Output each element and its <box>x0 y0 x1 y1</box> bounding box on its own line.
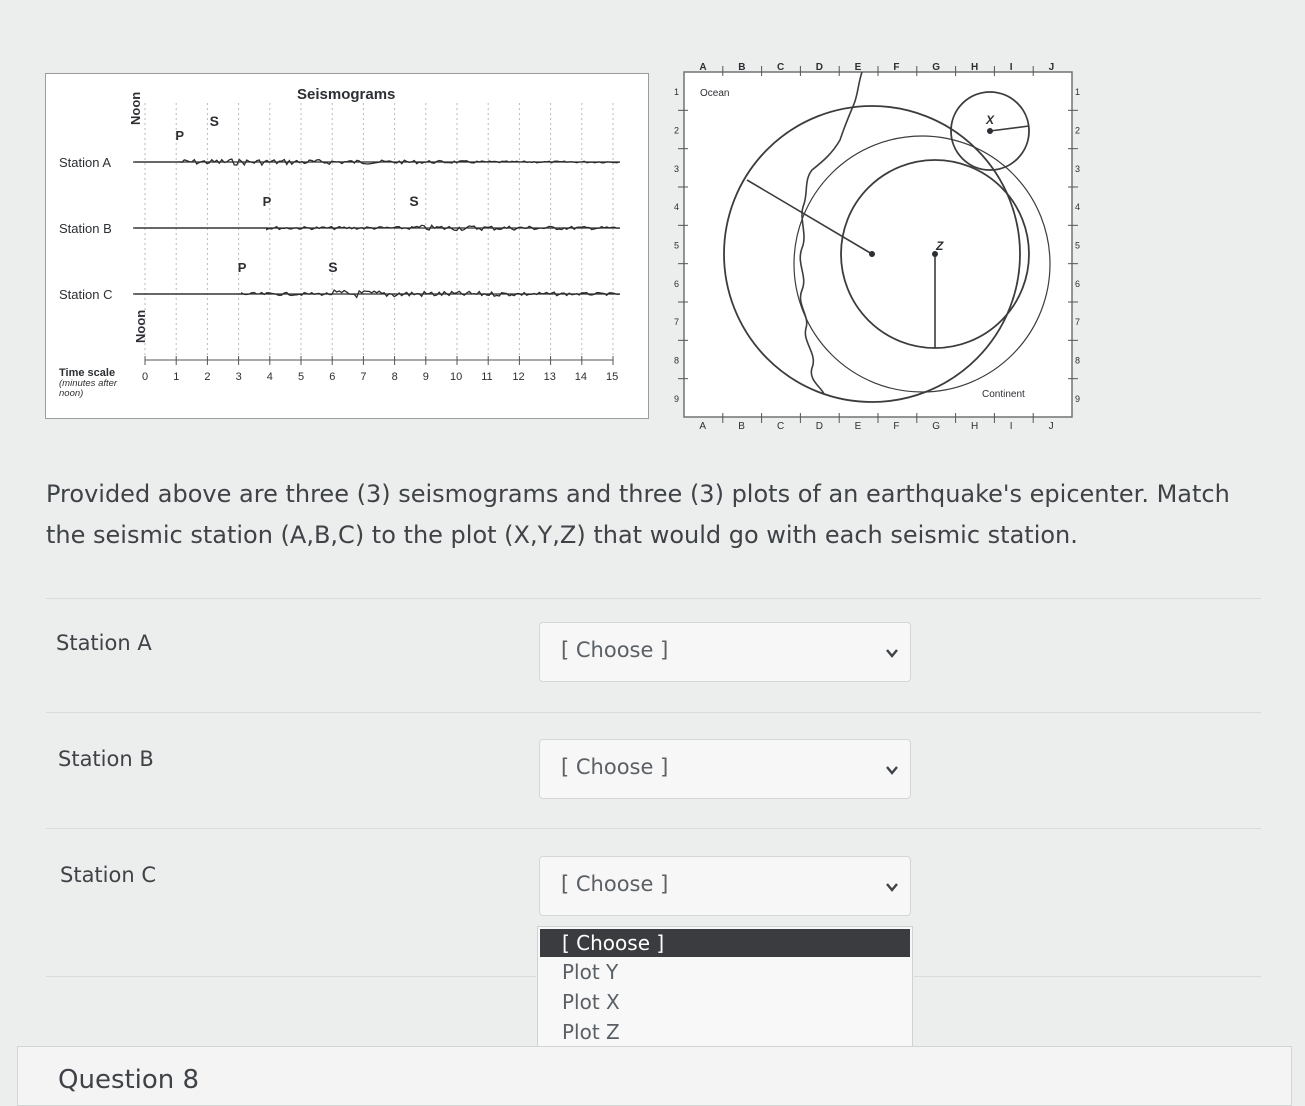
time-tick-label: 9 <box>422 371 429 383</box>
map-col-label: G <box>932 421 940 432</box>
station-label: Station A <box>59 155 112 170</box>
map-row-label: 5 <box>1075 240 1081 251</box>
time-tick-label: 14 <box>574 371 588 383</box>
select-value: [ Choose ] <box>561 638 669 662</box>
time-tick-label: 12 <box>512 371 525 383</box>
time-tick-label: 2 <box>204 371 211 383</box>
time-tick-label: 4 <box>266 371 273 383</box>
select-value: [ Choose ] <box>561 872 669 896</box>
map-col-label: A <box>699 421 707 432</box>
time-tick-label: 1 <box>173 371 180 383</box>
row-separator <box>46 712 1261 713</box>
seismogram-title: Seismograms <box>297 86 396 103</box>
map-col-label: C <box>777 421 785 432</box>
chevron-down-icon <box>884 645 900 661</box>
map-col-label: D <box>815 421 824 432</box>
row-separator <box>46 598 1261 599</box>
dropdown-option-choose[interactable]: [ Choose ] <box>540 929 910 957</box>
map-row-label: 1 <box>1075 87 1081 98</box>
map-col-label: I <box>1009 62 1013 73</box>
match-label-station-c: Station C <box>60 863 156 887</box>
map-col-label: C <box>777 62 785 73</box>
map-row-label: 7 <box>674 317 680 328</box>
dropdown-option-plot-y[interactable]: Plot Y <box>562 960 619 984</box>
select-station-a[interactable] <box>539 622 911 682</box>
noon-label-bottom: Noon <box>133 309 148 343</box>
map-row-label: 4 <box>1075 202 1081 213</box>
next-question-card <box>17 1046 1292 1106</box>
question-text: Provided above are three (3) seismograms and three (3) plots of an earthquake's epicenter. Match the seismic station (A,B,C) to the plot (X,Y,Z) that would go with each seismic station. <box>46 480 1230 549</box>
s-wave-label: S <box>209 113 219 129</box>
p-wave-label: P <box>262 194 272 209</box>
time-tick-label: 0 <box>142 371 149 383</box>
row-separator <box>914 976 1261 977</box>
time-tick-label: 7 <box>360 371 367 383</box>
row-separator <box>46 828 1261 829</box>
time-tick-label: 8 <box>391 371 398 383</box>
time-tick-label: 15 <box>606 371 619 383</box>
map-row-label: 4 <box>674 202 680 213</box>
map-row-label: 9 <box>1075 393 1081 404</box>
map-row-label: 8 <box>1075 355 1081 366</box>
map-row-label: 2 <box>674 125 680 136</box>
s-wave-label: S <box>409 193 419 209</box>
station-label: Station B <box>59 221 112 236</box>
seismogram-chart <box>45 73 649 419</box>
epicenter-map <box>672 58 1084 433</box>
time-scale-sub-wrap <box>59 379 149 411</box>
map-row-label: 6 <box>674 278 680 289</box>
map-col-label: I <box>1009 421 1013 432</box>
map-row-label: 1 <box>674 87 680 98</box>
map-col-label: H <box>971 62 979 73</box>
time-tick-label: 3 <box>235 371 242 383</box>
chevron-down-icon <box>884 762 900 778</box>
map-frame <box>684 72 1072 417</box>
plot-y-point <box>869 251 875 257</box>
map-row-label: 8 <box>674 355 680 366</box>
time-tick-label: 5 <box>298 371 305 383</box>
map-col-label: A <box>699 62 707 73</box>
time-tick-label: 11 <box>481 371 493 383</box>
map-row-label: 3 <box>674 163 680 174</box>
map-col-label: F <box>893 62 900 73</box>
map-row-label: 7 <box>1075 317 1081 328</box>
map-col-label: D <box>815 62 824 73</box>
map-col-label: J <box>1048 62 1055 73</box>
select-station-b[interactable] <box>539 739 911 799</box>
time-tick-label: 10 <box>450 371 463 383</box>
plot-z-label: Z <box>936 239 944 253</box>
time-tick-label: 13 <box>543 371 556 383</box>
time-scale-sub: (minutes after noon) <box>59 379 118 399</box>
match-label-station-a: Station A <box>56 631 152 655</box>
continent-label: Continent <box>982 389 1025 400</box>
map-row-label: 2 <box>1075 125 1081 136</box>
station-label: Station C <box>59 287 113 302</box>
p-wave-label: P <box>175 128 184 143</box>
dropdown-option-plot-x[interactable]: Plot X <box>562 990 620 1014</box>
select-value: [ Choose ] <box>561 755 669 779</box>
map-col-label: F <box>893 421 900 432</box>
map-col-label: H <box>971 421 979 432</box>
plot-x-point <box>987 128 993 134</box>
map-row-label: 3 <box>1075 163 1081 174</box>
row-separator <box>46 976 536 977</box>
ocean-label: Ocean <box>700 88 730 99</box>
map-col-label: B <box>738 62 746 73</box>
s-wave-label: S <box>328 259 338 275</box>
map-col-label: E <box>854 62 862 73</box>
map-row-label: 9 <box>674 393 680 404</box>
map-col-label: J <box>1048 421 1054 432</box>
select-station-c[interactable] <box>539 856 911 916</box>
map-col-label: E <box>854 421 862 432</box>
plot-x-label: X <box>986 113 995 127</box>
noon-label-top: Noon <box>128 91 143 125</box>
chevron-down-icon <box>884 879 900 895</box>
map-row-label: 6 <box>1075 278 1081 289</box>
next-question-title: Question 8 <box>58 1065 200 1095</box>
match-label-station-b: Station B <box>58 747 154 771</box>
map-row-label: 5 <box>674 240 680 251</box>
time-tick-label: 6 <box>329 371 336 383</box>
dropdown-option-plot-z[interactable]: Plot Z <box>562 1020 620 1044</box>
map-col-label: G <box>932 62 940 73</box>
p-wave-label: P <box>237 260 247 275</box>
dropdown-options-list <box>537 926 913 1048</box>
map-col-label: B <box>738 421 745 432</box>
time-scale-label: Time scale <box>59 367 116 379</box>
